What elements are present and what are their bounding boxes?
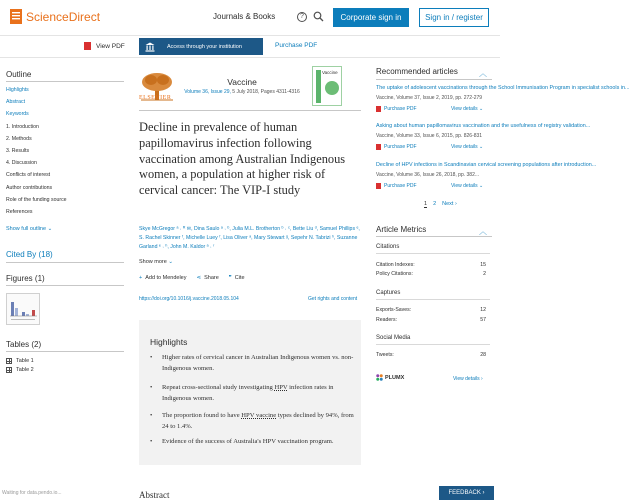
highlight-text-part: Higher rates of cervical cancer in Australian Indigenous women vs. non-Indigenous women.	[162, 354, 354, 372]
recommended-article-title[interactable]: Decline of HPV infections in Scandinavian cervical screening populations after introduction...	[376, 162, 597, 168]
outline-item[interactable]: References	[6, 209, 33, 215]
page-1[interactable]: 1	[424, 201, 428, 207]
divider	[6, 351, 124, 352]
recommended-articles-heading: Recommended articles	[376, 67, 458, 76]
metric-row	[376, 307, 486, 313]
metric-value: 57	[480, 317, 486, 323]
outline-item[interactable]: Abstract	[6, 99, 26, 106]
recommended-article-title[interactable]: The uptake of adolescent vaccinations through the School Immunisation Program in specialist schools in...	[376, 85, 630, 91]
access-through-institution-button[interactable]	[139, 38, 263, 55]
metric-label: Exports-Saves:	[376, 307, 412, 313]
view-details-label: View details	[451, 106, 478, 112]
outline-item[interactable]: 1. Introduction	[6, 123, 39, 130]
tables-heading: Tables (2)	[6, 340, 42, 349]
outline-item[interactable]: Role of the funding source	[6, 196, 67, 203]
metrics-view-details-link[interactable]	[453, 376, 483, 382]
purchase-pdf-label: Purchase PDF	[384, 183, 417, 189]
chevron-up-icon[interactable]: ︿	[479, 227, 487, 236]
abstract-heading: Abstract	[139, 490, 170, 500]
captures-section-title: Captures	[376, 290, 490, 300]
chevron-down-icon: ⌄	[47, 226, 53, 232]
bullet-icon: •	[150, 438, 153, 445]
outline-item[interactable]: Author contributions	[6, 184, 53, 191]
chevron-right-icon: ›	[453, 201, 457, 207]
highlight-text	[162, 382, 355, 404]
purchase-pdf-label: Purchase PDF	[384, 144, 417, 150]
elsevier-tree-logo[interactable]	[139, 67, 175, 107]
bullet-icon: •	[150, 412, 153, 419]
view-details-label: View details	[453, 376, 480, 382]
recommended-article-meta: Vaccine, Volume 37, Issue 2, 2019, pp. 272-279	[376, 95, 483, 101]
help-icon[interactable]: ?	[297, 12, 307, 22]
elsevier-tree-icon	[10, 9, 22, 24]
table-2-label: Table 2	[16, 367, 34, 373]
cited-by-link[interactable]: Cited By (18)	[6, 250, 53, 259]
corporate-sign-in-button[interactable]: Corporate sign in	[333, 8, 409, 27]
share-label: Share	[204, 275, 219, 281]
purchase-pdf-link[interactable]: Purchase PDF	[275, 42, 318, 49]
highlight-item	[150, 382, 355, 404]
metric-row	[376, 352, 486, 358]
institution-icon	[145, 42, 155, 52]
highlight-text	[162, 436, 334, 447]
metric-value: 15	[480, 262, 486, 268]
highlight-item	[150, 410, 355, 432]
show-full-outline-label: Show full outline	[6, 226, 47, 232]
divider	[6, 81, 124, 82]
doi-link[interactable]: https://doi.org/10.1016/j.vaccine.2018.05.104	[139, 296, 239, 302]
highlight-text-part: The proportion found to have	[162, 412, 242, 419]
highlight-item	[150, 352, 355, 374]
recommended-view-details[interactable]	[451, 144, 483, 150]
chevron-down-icon: ⌄	[477, 144, 484, 150]
highlight-text	[162, 352, 355, 374]
recommended-purchase-pdf[interactable]	[376, 144, 417, 150]
glossary-term-link[interactable]: HPV	[274, 384, 288, 391]
metric-label: Policy Citations:	[376, 271, 413, 277]
pdf-icon	[376, 144, 381, 150]
plumx-icon	[376, 374, 383, 381]
metric-value: 2	[483, 271, 486, 277]
view-pdf-button[interactable]	[84, 42, 125, 50]
next-page-button[interactable]	[442, 201, 457, 208]
view-pdf-label: View PDF	[96, 42, 125, 50]
social-media-section-title: Social Media	[376, 335, 490, 345]
author-list[interactable]: Skye McGregor ᵃ ˒ ᴿ ✉, Dina Saulo ᵃ ˒ ᵇ, Julia M.L. Brotherton ᵇ ˒ ᶜ, Bette Liu ᵈ, Samuel Phillips ᵉ, S. Rachel Skinner ᶠ, Michelle Luey ᶠ, Lisa Oliver ᵃ, Mary Stewart ᵍ, Sepehr N. Tabrizi ʰ, Suzanne Garland ᵉ ˒ ʰ, John M. Kaldor ᵃ ˒ ʳ	[139, 226, 360, 250]
cite-button[interactable]	[229, 275, 245, 281]
outline-item[interactable]: Conflicts of interest	[6, 172, 51, 179]
journals-books-link[interactable]: Journals & Books	[213, 12, 276, 21]
plumx-label: PLUMX	[385, 374, 405, 381]
outline-heading: Outline	[6, 70, 32, 79]
cover-bar	[316, 70, 321, 103]
show-more-button[interactable]	[139, 259, 173, 265]
metric-value: 28	[480, 352, 486, 358]
chevron-right-icon: ›	[479, 376, 483, 382]
recommended-purchase-pdf[interactable]	[376, 106, 417, 112]
get-rights-link[interactable]: Get rights and content	[308, 296, 358, 302]
search-icon[interactable]	[313, 11, 324, 22]
access-label: Access through your institution	[167, 43, 242, 50]
journal-volume-info	[176, 89, 308, 95]
view-details-label: View details	[451, 144, 478, 150]
chevron-down-icon: ⌄	[168, 259, 173, 265]
divider	[376, 236, 492, 237]
top-navigation-bar	[0, 0, 500, 36]
highlight-text-part: infection rates in Indigenous women.	[162, 384, 334, 402]
glossary-term-link[interactable]: HPV vaccine	[241, 412, 277, 419]
plumx-logo[interactable]	[376, 374, 404, 381]
elsevier-wordmark: ELSEVIER	[139, 95, 172, 101]
feedback-button[interactable]	[439, 486, 494, 500]
metric-label: Tweets:	[376, 352, 394, 358]
outline-item[interactable]: Keywords	[6, 111, 29, 118]
sciencedirect-logo[interactable]	[10, 9, 100, 24]
article-metrics-heading: Article Metrics	[376, 225, 427, 234]
pdf-icon	[84, 42, 91, 50]
divider	[376, 79, 492, 80]
figure-thumbnail[interactable]	[6, 293, 40, 325]
highlight-text-part: Evidence of the success of Australia's HPV vaccination program.	[162, 438, 334, 445]
highlight-item	[150, 436, 355, 447]
pdf-icon	[376, 106, 381, 112]
highlight-text-part: types declined by 94%, from 24 to 1.4%.	[162, 412, 354, 430]
chevron-up-icon[interactable]: ︿	[479, 69, 487, 78]
chevron-down-icon: ⌄	[477, 183, 484, 189]
recommended-pagination	[424, 201, 457, 208]
show-full-outline-button[interactable]	[6, 226, 52, 232]
cite-label: Cite	[234, 275, 245, 281]
highlights-heading: Highlights	[150, 337, 188, 347]
citations-section-title: Citations	[376, 244, 490, 254]
recommended-view-details[interactable]	[451, 183, 483, 189]
article-title: Decline in prevalence of human papillomavirus infection following vaccination among Australian Indigenous women, a population at higher risk of cervical cancer: The VIP-I study	[139, 120, 346, 198]
metric-row	[376, 271, 486, 277]
add-to-mendeley-label: Add to Mendeley	[145, 275, 187, 281]
recommended-article-meta: Vaccine, Volume 33, Issue 6, 2015, pp. 826-831	[376, 133, 483, 139]
outline-item[interactable]: Highlights	[6, 87, 29, 93]
metric-label: Readers:	[376, 317, 398, 323]
highlight-text	[162, 410, 355, 432]
outline-item[interactable]: 4. Discussion	[6, 160, 37, 167]
chevron-right-icon: ›	[480, 490, 485, 496]
volume-issue-link[interactable]: Volume 36, Issue 29,	[184, 89, 231, 95]
article-actions	[139, 275, 245, 281]
pdf-icon	[376, 183, 381, 189]
bullet-icon: •	[150, 384, 153, 391]
metric-row	[376, 317, 486, 323]
recommended-purchase-pdf[interactable]	[376, 183, 417, 189]
table-icon	[6, 367, 12, 373]
figure-thumbnail-image	[7, 294, 39, 324]
table-icon	[6, 358, 12, 364]
chevron-down-icon: ⌄	[477, 106, 484, 112]
share-button[interactable]	[197, 275, 219, 281]
journal-title-link[interactable]: Vaccine	[227, 77, 257, 87]
quote-icon: ❞	[228, 275, 232, 281]
volume-pages: 5 July 2018, Pages 4311-4316	[230, 89, 300, 95]
add-to-mendeley-button[interactable]	[139, 275, 187, 281]
next-label: Next	[442, 201, 454, 207]
metric-label: Citation Indexes:	[376, 262, 415, 268]
recommended-article-meta: Vaccine, Volume 36, Issue 26, 2018, pp. 382...	[376, 172, 480, 178]
feedback-label: FEEDBACK	[448, 490, 481, 496]
cover-graphic	[325, 81, 339, 95]
logo-text: ScienceDirect	[26, 9, 101, 24]
highlight-text-part: Repeat cross-sectional study investigating	[162, 384, 275, 391]
article-toolbar	[0, 36, 500, 58]
plus-icon: +	[139, 275, 143, 281]
browser-status-text: Waiting for data.pendo.io...	[2, 490, 62, 496]
journal-cover-thumbnail[interactable]	[312, 66, 342, 106]
bullet-icon: •	[150, 354, 153, 361]
page-2[interactable]: 2	[433, 201, 437, 207]
purchase-pdf-label: Purchase PDF	[384, 106, 417, 112]
metric-row	[376, 262, 486, 268]
recommended-view-details[interactable]	[451, 106, 483, 112]
divider	[6, 285, 124, 286]
outline-item[interactable]: 2. Methods	[6, 135, 32, 142]
sign-in-register-button[interactable]: Sign in / register	[419, 8, 489, 27]
table-1-label: Table 1	[16, 358, 34, 364]
table-1-link[interactable]	[6, 358, 34, 364]
figures-heading: Figures (1)	[6, 274, 45, 283]
divider	[6, 262, 124, 263]
cover-title: Vaccine	[322, 70, 338, 75]
metric-value: 12	[480, 307, 486, 313]
divider	[139, 110, 361, 111]
table-2-link[interactable]	[6, 367, 34, 373]
view-details-label: View details	[451, 183, 478, 189]
share-icon: ⋖	[196, 275, 202, 281]
outline-item[interactable]: 3. Results	[6, 148, 30, 154]
recommended-article-title[interactable]: Asking about human papillomavirus vaccination and the usefulness of registry validation...	[376, 123, 591, 129]
show-more-label: Show more	[139, 259, 167, 265]
